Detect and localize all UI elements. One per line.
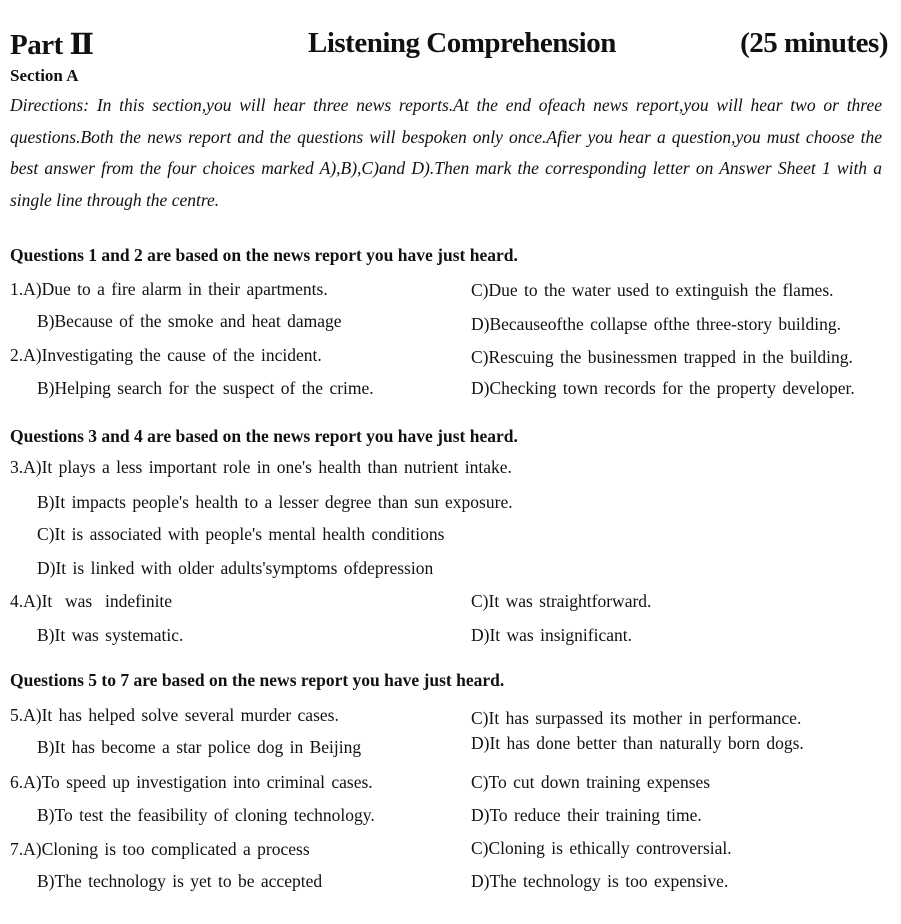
question-7-option-c: C)Cloning is ethically controversial. [471, 838, 732, 858]
question-group-heading-1: Questions 1 and 2 are based on the news report you have just heard. [10, 245, 518, 265]
directions-text: Directions: In this section,you will hear three news reports.At the end ofeach news report,you will hear two or three questions.Both the news report and the questions will bespoken only once.Afier you hear a question,you must choose the best answer from the four choices marked A),B),C)and D).Then mark the corresponding letter on Answer Sheet 1 with a single line through the centre. [10, 95, 882, 210]
question-3-option-d: D)It is linked with older adults'symptoms ofdepression [37, 558, 434, 578]
question-5-option-a: 5.A)It has helped solve several murder cases. [10, 705, 339, 725]
question-4-option-d: D)It was insignificant. [471, 625, 632, 645]
question-5-option-c: C)It has surpassed its mother in performance. [471, 708, 802, 728]
question-5-option-d: D)It has done better than naturally born dogs. [471, 733, 804, 753]
question-3-option-c: C)It is associated with people's mental health conditions [37, 524, 445, 544]
question-7-option-a: 7.A)Cloning is too complicated a process [10, 839, 310, 859]
question-2-option-b: B)Helping search for the suspect of the crime. [37, 378, 374, 398]
question-4-option-a: 4.A)It was indefinite [10, 591, 173, 611]
question-7-option-b: B)The technology is yet to be accepted [37, 871, 323, 891]
question-6-option-b: B)To test the feasibility of cloning technology. [37, 805, 375, 825]
question-1-option-c: C)Due to the water used to extinguish the flames. [471, 280, 834, 300]
question-1-option-a: 1.A)Due to a fire alarm in their apartments. [10, 279, 328, 299]
section-label: Section A [10, 66, 79, 85]
question-2-option-a: 2.A)Investigating the cause of the incident. [10, 345, 322, 365]
question-group-heading-2: Questions 3 and 4 are based on the news report you have just heard. [10, 426, 518, 446]
question-1-option-b: B)Because of the smoke and heat damage [37, 311, 342, 331]
question-6-option-c: C)To cut down training expenses [471, 772, 711, 792]
part-label: Part Ⅱ [10, 29, 94, 61]
question-7-option-d: D)The technology is too expensive. [471, 871, 729, 891]
page-title: Listening Comprehension [308, 27, 616, 59]
question-group-heading-3: Questions 5 to 7 are based on the news report you have just heard. [10, 670, 505, 690]
question-5-option-b: B)It has become a star police dog in Beijing [37, 737, 362, 757]
question-6-option-d: D)To reduce their training time. [471, 805, 702, 825]
time-limit: (25 minutes) [740, 27, 888, 59]
question-6-option-a: 6.A)To speed up investigation into criminal cases. [10, 772, 373, 792]
question-3-option-a: 3.A)It plays a less important role in one's health than nutrient intake. [10, 457, 512, 477]
question-2-option-c: C)Rescuing the businessmen trapped in the building. [471, 347, 853, 367]
question-1-option-d: D)Becauseofthe collapse ofthe three-story building. [471, 314, 842, 334]
question-2-option-d: D)Checking town records for the property developer. [471, 378, 855, 398]
question-4-option-b: B)It was systematic. [37, 625, 184, 645]
question-3-option-b: B)It impacts people's health to a lesser degree than sun exposure. [37, 492, 513, 512]
question-4-option-c: C)It was straightforward. [471, 591, 652, 611]
